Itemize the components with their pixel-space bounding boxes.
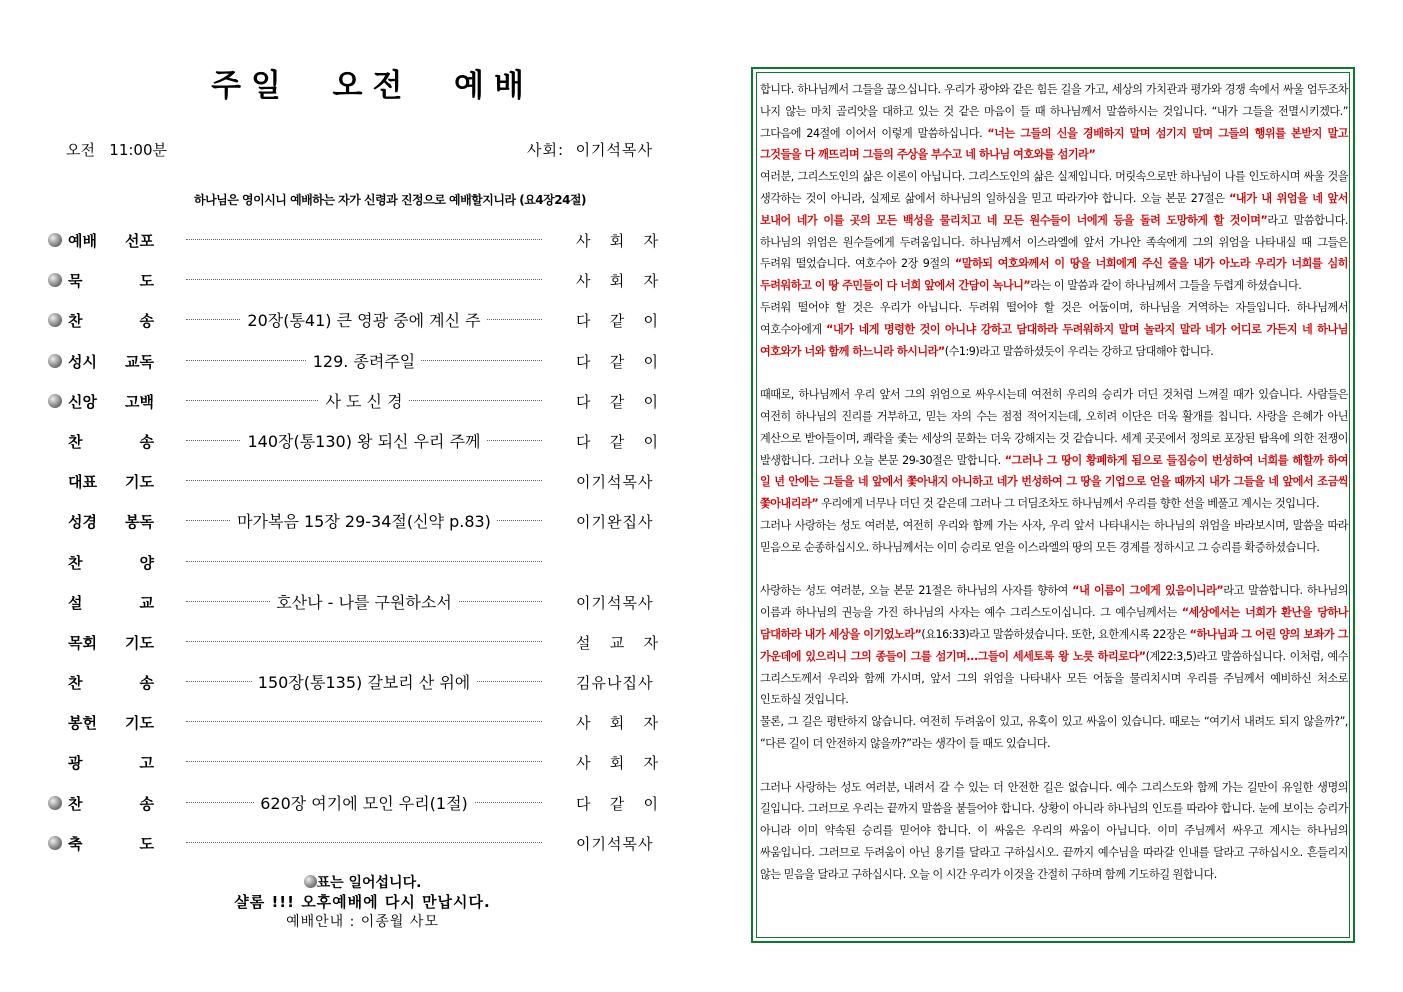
order-item-word: 송	[139, 794, 154, 813]
order-item-word: 설	[68, 593, 83, 612]
sermon-paragraph	[760, 166, 1348, 297]
scripture-quote: “내 이름이 그에게 있음이니라”	[1072, 584, 1224, 598]
leader-text: 자	[643, 232, 658, 250]
standing-bullet-icon	[304, 875, 317, 888]
scripture-quote: “세상에서는 너희가 환난을 당하나 담대하라 내가 세상을 이기었노라”	[760, 606, 1348, 641]
order-item-word: 찬	[68, 794, 83, 813]
stand-note	[0, 872, 725, 892]
standing-bullet-icon	[48, 796, 62, 810]
order-item-word: 송	[139, 674, 154, 693]
leader-text: 사	[576, 272, 591, 291]
order-item-leader	[576, 752, 658, 773]
leader-text: 사	[576, 714, 591, 733]
order-item-content	[186, 429, 542, 452]
sermon-text-run: 두려워 떨어야 할 것은 우리가 아닙니다. 두려워 떨어야 할 것은 어둠이며, 하나님을 거역하는 자들입니다. 하나님께서 여호수아에게	[760, 300, 1348, 336]
order-item-name	[68, 552, 154, 573]
order-item-word: 찬	[68, 674, 83, 693]
paragraph-gap	[760, 559, 1348, 581]
scripture-quote: “너는 그들의 신을 경배하지 말며 섬기지 말며 그들의 행위를 본받지 말고 그것들을 다 깨뜨리며 그들의 주상을 부수고 네 하나님 여호와를 섬기라”	[760, 126, 1348, 162]
order-item-name	[68, 230, 154, 251]
order-item-content-text: 마가복음 15장 29-34절(신약 p.83)	[231, 512, 497, 531]
order-row	[0, 461, 700, 501]
order-row	[0, 662, 700, 702]
order-item-word: 기도	[125, 473, 154, 492]
order-item-word: 봉헌	[68, 714, 97, 733]
sermon-text-run: 사랑하는 성도 여러분, 오늘 본문 21절은 하나님의 사자를 향하여	[760, 584, 1073, 598]
leader-text: 자	[643, 714, 658, 733]
leader-text: 같	[609, 794, 625, 813]
page-title: 주일 오전 예배	[211, 68, 534, 104]
scripture-quote: “내가 내 위엄을 네 앞서 보내어 네가 이를 곳의 모든 백성을 물리치고 네 모든 원수들이 너에게 등을 돌려 도망하게 할 것이며”	[760, 191, 1349, 227]
leader-text: 이기완집사	[576, 513, 654, 532]
order-item-word: 찬	[68, 553, 83, 572]
order-row	[0, 622, 700, 662]
sermon-text-run: 라는 이 말씀과 같이 하나님께서 그들을 두렵게 하셨습니다.	[1030, 279, 1302, 293]
sermon-paragraph	[760, 297, 1348, 362]
order-row	[0, 300, 700, 340]
order-item-leader	[576, 391, 658, 412]
order-item-name	[68, 511, 154, 532]
paragraph-gap	[760, 362, 1348, 384]
leader-text: 같	[609, 312, 625, 331]
leader-text: 자	[643, 272, 658, 291]
dotted-leader	[186, 561, 542, 562]
dotted-leader	[186, 842, 542, 843]
dotted-leader	[186, 480, 542, 481]
sermon-paragraph	[760, 384, 1348, 515]
order-item-word: 도	[139, 272, 154, 291]
order-item-content	[186, 670, 542, 693]
order-row	[0, 421, 700, 461]
order-item-word: 예배	[68, 232, 97, 250]
order-item-word: 봉독	[125, 513, 154, 532]
leader-text: 회	[609, 754, 625, 773]
standing-bullet-icon	[48, 313, 62, 327]
order-item-word: 신앙	[68, 392, 97, 411]
scripture-quote: “그러나 그 땅이 황폐하게 됨으로 들짐승이 번성하여 너희를 해할까 하여 일 년 안에는 그들을 네 앞에서 쫓아내지 아니하고 네가 번성하여 그 땅을 기업으로 얻을 때까지 내가 그들을 네 앞에서 조금씩 쫓아내리라”	[760, 453, 1348, 511]
leader-text: 같	[609, 392, 625, 411]
leader-text: 이기석목사	[576, 473, 654, 492]
standing-bullet-icon	[48, 836, 62, 850]
sermon-paragraph	[760, 515, 1348, 559]
order-item-content-text: 사 도 신 경	[319, 392, 408, 411]
sermon-text	[760, 79, 1348, 885]
order-item-name	[68, 752, 154, 773]
order-of-worship-page	[0, 0, 700, 992]
order-row	[0, 220, 700, 260]
order-item-word: 도	[139, 834, 154, 853]
order-item-leader	[576, 511, 658, 532]
leader-text: 설	[576, 633, 591, 652]
order-item-word: 목회	[68, 633, 97, 652]
order-item-word: 송	[139, 312, 154, 331]
order-item-content	[186, 791, 542, 814]
leader-text: 사	[576, 754, 591, 773]
order-item-word: 광	[68, 754, 83, 773]
scripture-quote: “내가 네게 명령한 것이 아니냐 강하고 담대하라 두려워하지 말며 놀라지 말라 네가 어디로 가든지 네 하나님 여호와가 너와 함께 하느니라 하시니라”	[760, 322, 1348, 358]
order-item-leader	[576, 592, 658, 613]
order-row	[0, 260, 700, 300]
order-item-word: 교독	[125, 352, 154, 371]
sermon-text-run: 여러분, 그리스도인의 삶은 이론이 아닙니다. 그리스도인의 삶은 실제입니다. 머릿속으로만 하나님이 나를 인도하시며 싸울 것을 생각하는 것이 아니라, 실제로 삶에서 하나님의 일하심을 믿고 따라가야 합니다. 오늘 본문 27절은	[760, 170, 1348, 205]
order-item-name	[68, 391, 154, 412]
leader-text: 김유나집사	[576, 674, 654, 693]
order-row	[0, 742, 700, 782]
leader-text: 이기석목사	[576, 834, 654, 853]
order-item-word: 선포	[125, 232, 154, 250]
order-item-name	[68, 672, 154, 693]
leader-text: 이기석목사	[576, 593, 654, 612]
order-item-word: 고	[139, 754, 154, 773]
order-item-word: 고백	[125, 392, 154, 411]
order-item-content-text: 140장(통130) 왕 되신 우리 주께	[241, 432, 486, 451]
sermon-paragraph	[760, 777, 1348, 886]
order-item-leader	[576, 712, 658, 733]
order-item-leader	[576, 310, 658, 331]
order-item-content-text: 호산나 - 나를 구원하소서	[270, 593, 458, 612]
dotted-leader	[186, 239, 542, 240]
sermon-text-run: 합니다. 하나님께서 그들을 끊으십니다. 우리가 광야와 같은 힘든 길을 가고, 세상의 가치관과 평가와 경쟁 속에서 싸울 엄두조차 나지 않는 마치 골리앗을 대하고 있는 것 같은 마음이 들 때 하나님께서 말씀하시는 것입니다. “내가 그들을 전멸시키겠다.” 그다음에 24절에 이어서 이렇게 말씀하십니다.	[760, 83, 1348, 140]
order-row	[0, 542, 700, 582]
order-item-word: 성시	[68, 352, 97, 371]
order-item-word: 성경	[68, 513, 97, 532]
order-item-content-text: 150장(통135) 갈보리 산 위에	[252, 673, 476, 692]
order-item-leader	[576, 833, 658, 854]
leader-text: 이	[643, 312, 658, 331]
leader-text: 사	[576, 232, 591, 250]
leader-text: 회	[609, 272, 625, 291]
sermon-text-run: 때때로, 하나님께서 우리 앞서 그의 위엄으로 싸우시는데 여전히 우리의 승리가 더딘 것처럼 느껴질 때가 있습니다. 사람들은 여전히 하나님의 진리를 거부하고, 믿는 자의 수는 점점 적어지는데, 오히려 이단은 더욱 활개를 칩니다. 사랑을 은혜가 아닌 계산으로 받아들이며, 쾌락을 좇는 세상의 문화는 더욱 강해지는 것 같습니다. 세계 곳곳에서 정의로 포장된 탐욕에 의한 전쟁이 발생합니다. 그러나 오늘 본문 29-30절은 말합니다.	[760, 388, 1348, 467]
order-item-leader	[576, 351, 658, 372]
order-item-name	[68, 351, 154, 372]
order-item-name	[68, 471, 154, 492]
order-item-leader	[576, 471, 658, 492]
leader-text: 이	[643, 432, 658, 451]
paragraph-gap	[760, 755, 1348, 777]
sermon-text-run: 라고 말씀합니다. 하나님의 이름과 하나님의 권능을 가진 하나님의 사자는 예수 그리스도이십니다. 그 예수님께서는	[760, 584, 1348, 620]
leader-text: 다	[576, 392, 591, 411]
leader-text: 자	[643, 754, 658, 773]
leader-text: 다	[576, 432, 591, 451]
order-item-word: 찬	[68, 312, 83, 331]
greeting: 샬롬 !!! 오후예배에 다시 만납시다.	[234, 893, 491, 911]
order-item-leader	[576, 270, 658, 291]
service-guide: 예배안내 : 이종월 사모	[286, 914, 439, 930]
dotted-leader	[186, 279, 542, 280]
dotted-leader	[186, 641, 542, 642]
order-item-word: 교	[139, 593, 154, 612]
sermon-text-run: 그러나 사랑하는 성도 여러분, 여전히 우리와 함께 가는 사자, 우리 앞서 나타내시는 하나님의 위엄을 바라보시며, 말씀을 따라 믿음으로 순종하십시오. 하나님께서는 이미 승리로 얻을 이스라엘의 땅의 모든 경계를 정하시고 그 승리를 확증하셨습니다.	[760, 518, 1348, 554]
leader-text: 같	[609, 352, 625, 371]
order-item-leader	[576, 431, 658, 452]
order-item-word: 기도	[125, 633, 154, 652]
sermon-paragraph	[760, 580, 1348, 711]
order-item-content-text: 620장 여기에 모인 우리(1절)	[254, 794, 474, 813]
order-item-name	[68, 310, 154, 331]
sermon-text-run: (계22:3,5)라고 말씀하십니다. 이처럼, 예수 그리스도께서 우리와 함께 가시며, 앞서 그의 위엄을 나타내사 모든 어둠을 물리치시며 우리를 주님께서 예비하신 처소로 인도하실 것입니다.	[760, 649, 1348, 707]
leader-text: 회	[609, 232, 625, 250]
order-item-content	[186, 349, 542, 372]
leader-text: 다	[576, 352, 591, 371]
sermon-paragraph	[760, 79, 1348, 166]
leader-text: 이	[643, 794, 658, 813]
order-item-content-text: 129. 종려주일	[307, 352, 422, 371]
sermon-text-run: 물론, 그 길은 평탄하지 않습니다. 여전히 두려움이 있고, 유혹이 있고 싸움이 있습니다. 때로는 “여기서 내려도 되지 않을까?”, “다른 길이 더 안전하지 않을까?”라는 생각이 들 때도 있습니다.	[760, 715, 1348, 750]
service-host: 사회: 이기석목사	[527, 141, 654, 159]
sermon-text-run: (수1:9)라고 말씀하셨듯이 우리는 강하고 담대해야 합니다.	[944, 344, 1214, 358]
order-item-content	[186, 590, 542, 613]
theme-verse: 하나님은 영이시니 예배하는 자가 신령과 진정으로 예배할지니라 (요4장24절)	[193, 193, 587, 207]
order-item-word: 축	[68, 834, 83, 853]
order-item-content	[186, 308, 542, 331]
order-row	[0, 823, 700, 863]
scripture-quote: “하나님과 그 어린 양의 보좌가 그 가운데에 있으리니 그의 종들이 그를 섬기며...그들이 세세토록 왕 노릇 하리로다”	[760, 627, 1349, 663]
order-item-content-text: 20장(통41) 큰 영광 중에 계신 주	[241, 311, 486, 330]
standing-bullet-icon	[48, 354, 62, 368]
order-item-content	[186, 509, 542, 532]
order-item-word: 묵	[68, 272, 83, 291]
order-item-leader	[576, 632, 658, 653]
leader-text: 이	[643, 392, 658, 411]
leader-text: 교	[609, 633, 625, 652]
order-item-leader	[576, 793, 658, 814]
service-time: 오전 11:00분	[66, 141, 168, 159]
leader-text: 이	[643, 352, 658, 371]
sermon-text-run: 라고 말씀합니다. 하나님의 위엄은 원수들에게 두려움입니다. 하나님께서 이스라엘에 앞서 가나안 족속에게 그의 위엄을 나타내실 때 그들은 두려워 떨었습니다. 여호수아 2장 9절의	[760, 213, 1348, 271]
leader-text: 같	[609, 432, 625, 451]
order-item-name	[68, 632, 154, 653]
scripture-quote: “말하되 여호와께서 이 땅을 너희에게 주신 줄을 내가 아노라 우리가 너희를 심히 두려워하고 이 땅 주민들이 다 너희 앞에서 간담이 녹나니”	[760, 257, 1348, 293]
order-item-name	[68, 793, 154, 814]
sermon-text-run: (요16:33)라고 말씀하셨습니다. 또한, 요한계시록 22장은	[921, 627, 1190, 641]
order-item-name	[68, 592, 154, 613]
order-row	[0, 783, 700, 823]
leader-text: 자	[643, 633, 658, 652]
order-item-leader	[576, 672, 658, 693]
order-row	[0, 341, 700, 381]
order-item-word: 찬	[68, 432, 83, 451]
order-item-word: 대표	[68, 473, 97, 492]
standing-bullet-icon	[48, 394, 62, 408]
order-item-name	[68, 270, 154, 291]
order-list	[0, 220, 700, 863]
sermon-paragraph	[760, 711, 1348, 755]
order-item-name	[68, 431, 154, 452]
order-row	[0, 582, 700, 622]
dotted-leader	[186, 761, 542, 762]
order-item-name	[68, 712, 154, 733]
leader-text: 다	[576, 794, 591, 813]
sermon-text-run: 우리에게 너무나 더딘 것 같은데 그러나 그 더딤조차도 하나님께서 우리를 향한 선을 베풀고 계시는 것입니다.	[818, 497, 1320, 511]
leader-text: 다	[576, 312, 591, 331]
order-item-name	[68, 833, 154, 854]
dotted-leader	[186, 721, 542, 722]
order-row	[0, 702, 700, 742]
order-item-word: 기도	[125, 714, 154, 733]
sermon-text-run: 그러나 사랑하는 성도 여러분, 내려서 갈 수 있는 더 안전한 길은 없습니다. 예수 그리스도와 함께 가는 길만이 유일한 생명의 길입니다. 그러므로 우리는 끝까지 말씀을 붙들어야 합니다. 상황이 아니라 하나님의 인도를 따라야 합니다. 눈에 보이는 승리가 아니라 이미 약속된 승리를 믿어야 합니다. 이 싸움은 우리의 싸움이 아닙니다. 이미 주님께서 싸우고 계시는 하나님의 싸움입니다. 그러므로 두려움이 아닌 용기를 달라고 구하십시오. 끝까지 예수님을 따라갈 인내를 달라고 구하십시오. 흔들리지 않는 믿음을 달라고 구하십시다. 오늘 이 시간 우리가 이것을 간절히 구하며 함께 기도하길 원합니다.	[760, 780, 1348, 881]
order-item-leader	[576, 230, 658, 251]
standing-bullet-icon	[48, 273, 62, 287]
order-row	[0, 501, 700, 541]
order-row	[0, 381, 700, 421]
standing-bullet-icon	[48, 233, 62, 247]
stand-note-text: 표는 일어섭니다.	[316, 875, 422, 891]
leader-text: 회	[609, 714, 625, 733]
order-item-content	[186, 389, 542, 412]
order-item-word: 송	[139, 432, 154, 451]
order-item-word: 양	[139, 553, 154, 572]
